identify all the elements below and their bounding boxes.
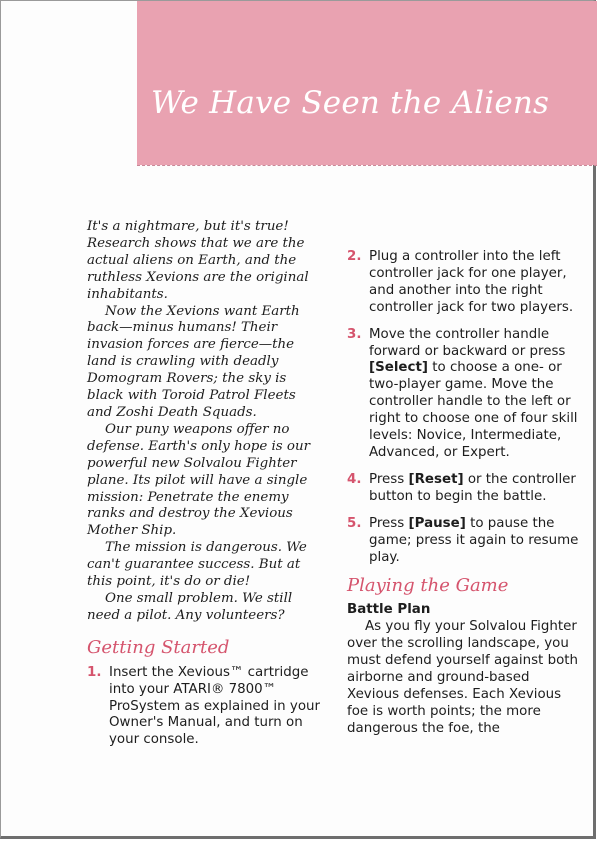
step-item <box>347 327 585 462</box>
intro-paragraph: One small problem. We still need a pilot. Any volunteers? <box>87 590 293 623</box>
right-column <box>347 249 585 738</box>
playing-heading: Playing the Game <box>347 575 509 597</box>
intro-paragraph: The mission is dangerous. We can't guarantee success. But at this point, it's do or die! <box>87 540 307 590</box>
step-item <box>347 472 585 506</box>
step-text-part: Press <box>369 515 409 531</box>
step-item <box>87 665 325 750</box>
getting-started-heading: Getting Started <box>87 636 230 658</box>
step-text: Plug a controller into the left controller jack for one player, and another into the right controller jack for two players. <box>369 249 574 315</box>
intro-paragraph: It's a nightmare, but it's true! Research shows that we are the actual aliens on Earth, and the ruthless Xevions are the original inhabitants. <box>87 219 309 302</box>
title-banner <box>137 1 597 165</box>
intro-paragraph: Now the Xevions want Earth back—minus humans! Their invasion forces are fierce—the land is crawling with deadly Domogram Rovers; the sky is black with Toroid Patrol Fleets and Zoshi Death Squads. <box>87 303 300 420</box>
step-item <box>347 516 585 567</box>
page-title: We Have Seen the Aliens <box>151 85 550 121</box>
reset-key: [Reset] <box>408 471 464 487</box>
pause-key: [Pause] <box>408 515 466 531</box>
step-text <box>369 516 585 567</box>
step-text-part: Move the controller handle forward or backward or press <box>369 326 566 359</box>
step-text-part: to choose a one- or two-player game. Move the controller handle to the left or right to choose one of four skill levels: Novice, Intermediate, Advanced, or Expert. <box>369 360 578 460</box>
step-number: 5. <box>347 515 362 531</box>
banner-divider <box>137 165 597 166</box>
step-item <box>347 249 585 317</box>
step-number: 4. <box>347 471 362 487</box>
select-key: [Select] <box>369 360 428 376</box>
battle-plan-text: As you fly your Solvalou Fighter over the scrolling landscape, you must defend yourself against both airborne and ground-based Xevious defenses. Each Xevious foe is worth points; the more dangerous the foe, the <box>347 619 578 736</box>
step-text <box>369 472 585 506</box>
intro-paragraph: Our puny weapons offer no defense. Earth's only hope is our powerful new Solvalou Fighter plane. Its pilot will have a single mission: Penetrate the enemy ranks and destroy the Xevious Mother Ship. <box>87 421 311 539</box>
step-text-part: or the controller button to begin the battle. <box>369 471 576 504</box>
step-number: 1. <box>87 664 102 680</box>
battle-plan-subheading: Battle Plan <box>347 602 431 618</box>
step-text-part: to pause the game; press it again to resume play. <box>369 515 579 565</box>
step-text: Insert the Xevious™ cartridge into your ATARI® 7800™ ProSystem as explained in your Owner's Manual, and turn on your console. <box>109 664 320 748</box>
left-column <box>87 219 325 759</box>
step-number: 3. <box>347 326 362 342</box>
step-text-part: Press <box>369 471 409 487</box>
step-number: 2. <box>347 249 362 264</box>
step-text <box>369 327 585 462</box>
intro-story <box>87 219 325 625</box>
